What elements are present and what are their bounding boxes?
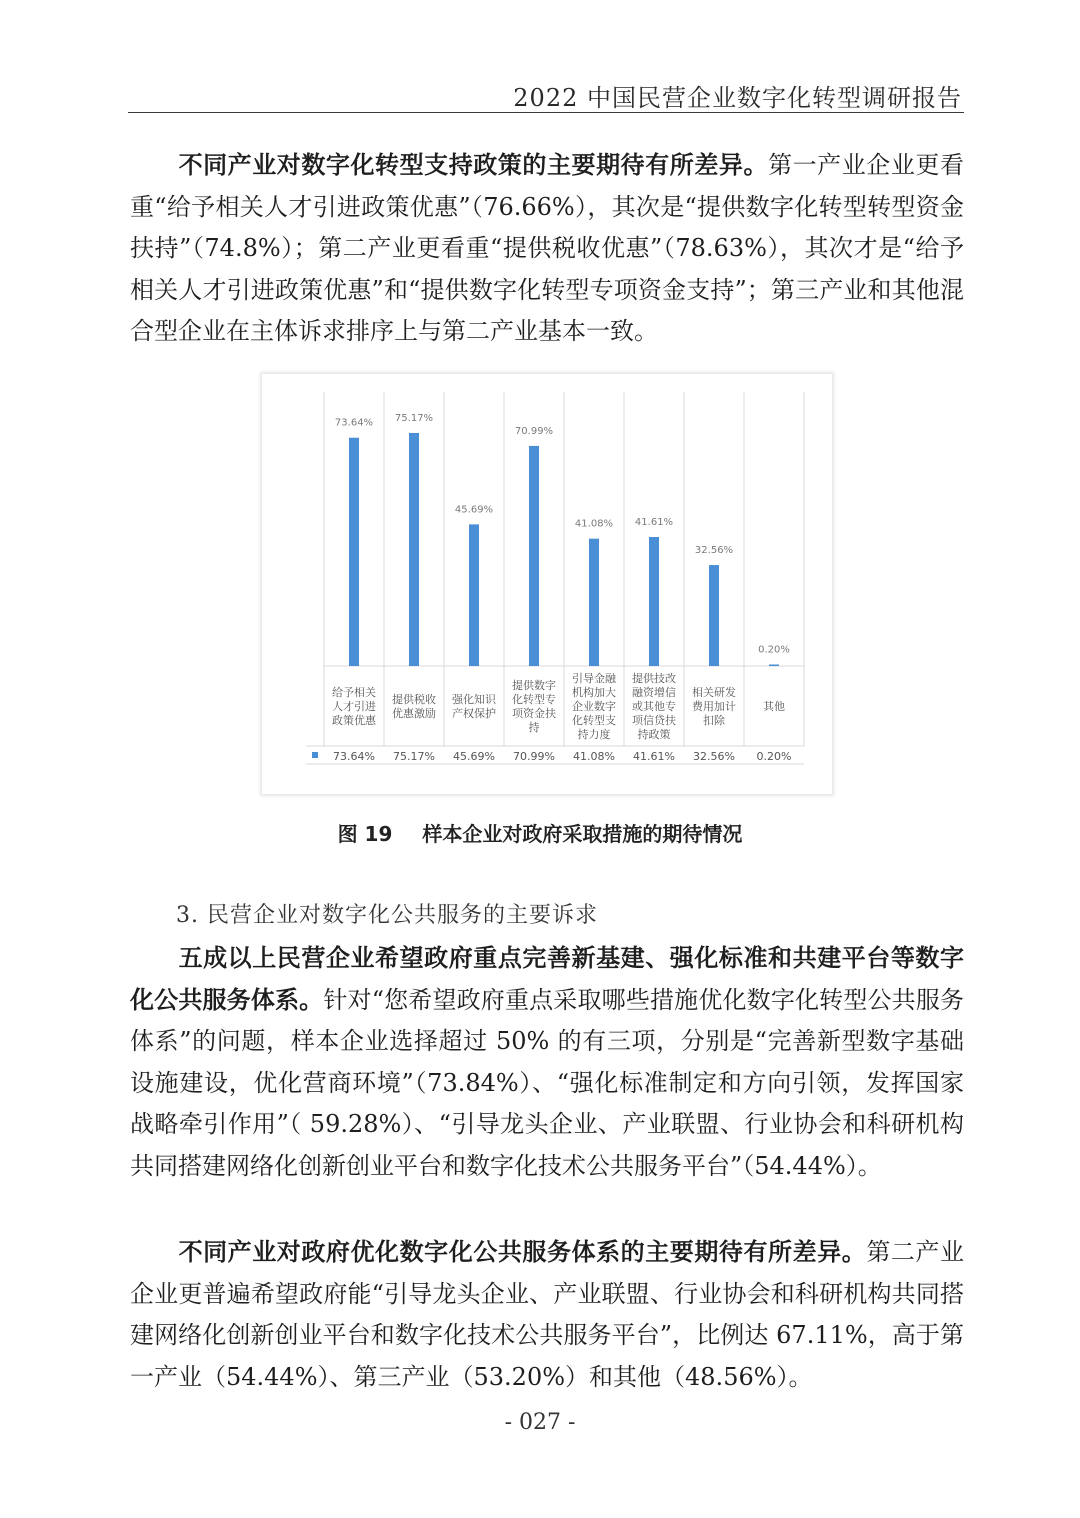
bar xyxy=(649,537,659,666)
table-value: 41.08% xyxy=(573,750,615,763)
bar xyxy=(769,665,779,667)
category-label-line: 优惠激励 xyxy=(392,707,436,720)
page-number: - 027 - xyxy=(504,1410,576,1435)
bar xyxy=(529,446,539,666)
figure-caption xyxy=(0,818,1080,847)
table-value: 73.64% xyxy=(333,750,375,763)
table-value: 32.56% xyxy=(693,750,735,763)
category-label-line: 或其他专 xyxy=(632,700,676,713)
table-value: 41.61% xyxy=(633,750,675,763)
category-label-line: 持力度 xyxy=(577,728,611,741)
paragraph-body: 第一产业企业更看重“给予相关人才引进政策优惠”（76.66%），其次是“提供数字化转型转型资金扶持”（74.8%）；第二产业更看重“提供税收优惠”（78.63%），其次才是“给予相关人才引进政策优惠”和“提供数字化转型专项资金支持”；第三产业和其他混合型企业在主体诉求排序上与第二产业基本一致。 xyxy=(130,151,964,345)
paragraph-body: 第二产业企业更普遍希望政府能“引导龙头企业、产业联盟、行业协会和科研机构共同搭建网络化创新创业平台和数字化技术公共服务平台”，比例达 67.11%，高于第一产业（54.44%）、第三产业（53.20%）和其他（48.56%）。 xyxy=(130,1238,964,1391)
category-label-line: 相关研发 xyxy=(692,686,736,699)
bar xyxy=(589,539,599,666)
category-label-line: 扣除 xyxy=(703,714,725,727)
bar xyxy=(349,438,359,666)
table-value: 0.20% xyxy=(756,750,792,763)
bar xyxy=(469,524,479,666)
category-label-line: 化转型支 xyxy=(572,714,616,727)
category-label-line: 提供数字 xyxy=(512,679,556,692)
category-label-line: 强化知识 xyxy=(452,693,496,706)
category-label-line: 企业数字 xyxy=(572,700,616,713)
header-divider xyxy=(128,112,964,113)
category-label-line: 产权保护 xyxy=(452,707,496,720)
category-label-line: 项资金扶 xyxy=(512,707,556,720)
category-label-line: 费用加计 xyxy=(692,700,736,713)
category-label-line: 融资增信 xyxy=(632,686,676,699)
category-label-line: 人才引进 xyxy=(332,700,376,713)
data-label: 73.64% xyxy=(334,417,374,429)
figure-title: 样本企业对政府采取措施的期待情况 xyxy=(422,822,743,846)
category-label-line: 引导金融 xyxy=(572,672,616,685)
paragraph-public-services xyxy=(130,938,964,1187)
category-label-line: 给予相关 xyxy=(332,686,376,699)
bar-chart xyxy=(262,374,832,794)
bar xyxy=(409,433,419,666)
data-label: 32.56% xyxy=(694,545,734,557)
section-heading: 3. 民营企业对数字化公共服务的主要诉求 xyxy=(176,903,598,928)
paragraph-lead-sentence: 不同产业对数字化转型支持政策的主要期待有所差异。 xyxy=(178,151,769,179)
table-value: 70.99% xyxy=(513,750,555,763)
paragraph-industry-differences xyxy=(130,1232,964,1398)
legend-marker xyxy=(312,752,318,758)
data-label: 41.61% xyxy=(634,517,674,529)
category-label-line: 持 xyxy=(528,721,540,734)
table-value: 75.17% xyxy=(393,750,435,763)
data-label: 45.69% xyxy=(454,504,494,516)
category-label-line: 化转型专 xyxy=(512,693,556,706)
table-value: 45.69% xyxy=(453,750,495,763)
bar xyxy=(709,565,719,666)
category-label-line: 持政策 xyxy=(637,728,671,741)
data-label: 70.99% xyxy=(514,425,554,437)
paragraph-body: 针对“您希望政府重点采取哪些措施优化数字化转型公共服务体系”的问题，样本企业选择超过 50% 的有三项，分别是“完善新型数字基础设施建设，优化营商环境”（73.84%）、“强化标准制定和方向引领，发挥国家战略牵引作用”（ 59.28%）、“引导龙头企业、产业联盟、行业协会和科研机构共同搭建网络化创新创业平台和数字化技术公共服务平台”（54.44%）。 xyxy=(130,985,965,1180)
figure-19-chart xyxy=(262,374,832,794)
data-label: 75.17% xyxy=(394,412,434,424)
category-label-line: 其他 xyxy=(763,700,785,713)
category-label-line: 提供技改 xyxy=(632,672,676,685)
category-label-line: 提供税收 xyxy=(392,693,436,706)
paragraph-lead-sentence: 不同产业对政府优化数字化公共服务体系的主要期待有所差异。 xyxy=(178,1238,867,1266)
category-label-line: 项信贷扶 xyxy=(632,714,676,727)
paragraph-policy-differences xyxy=(130,145,964,353)
category-label-line: 政策优惠 xyxy=(332,714,376,727)
data-label: 41.08% xyxy=(574,518,614,530)
data-label: 0.20% xyxy=(758,644,790,656)
paragraph-lead-sentence: 五成以上民营企业希望政府重点完善新基建、强化标准和共建平台等数字化公共服务体系。 xyxy=(130,944,964,1014)
figure-number: 图 19 xyxy=(337,822,393,846)
running-header-title: 2022 中国民营企业数字化转型调研报告 xyxy=(513,84,962,112)
category-label-line: 机构加大 xyxy=(572,686,616,699)
